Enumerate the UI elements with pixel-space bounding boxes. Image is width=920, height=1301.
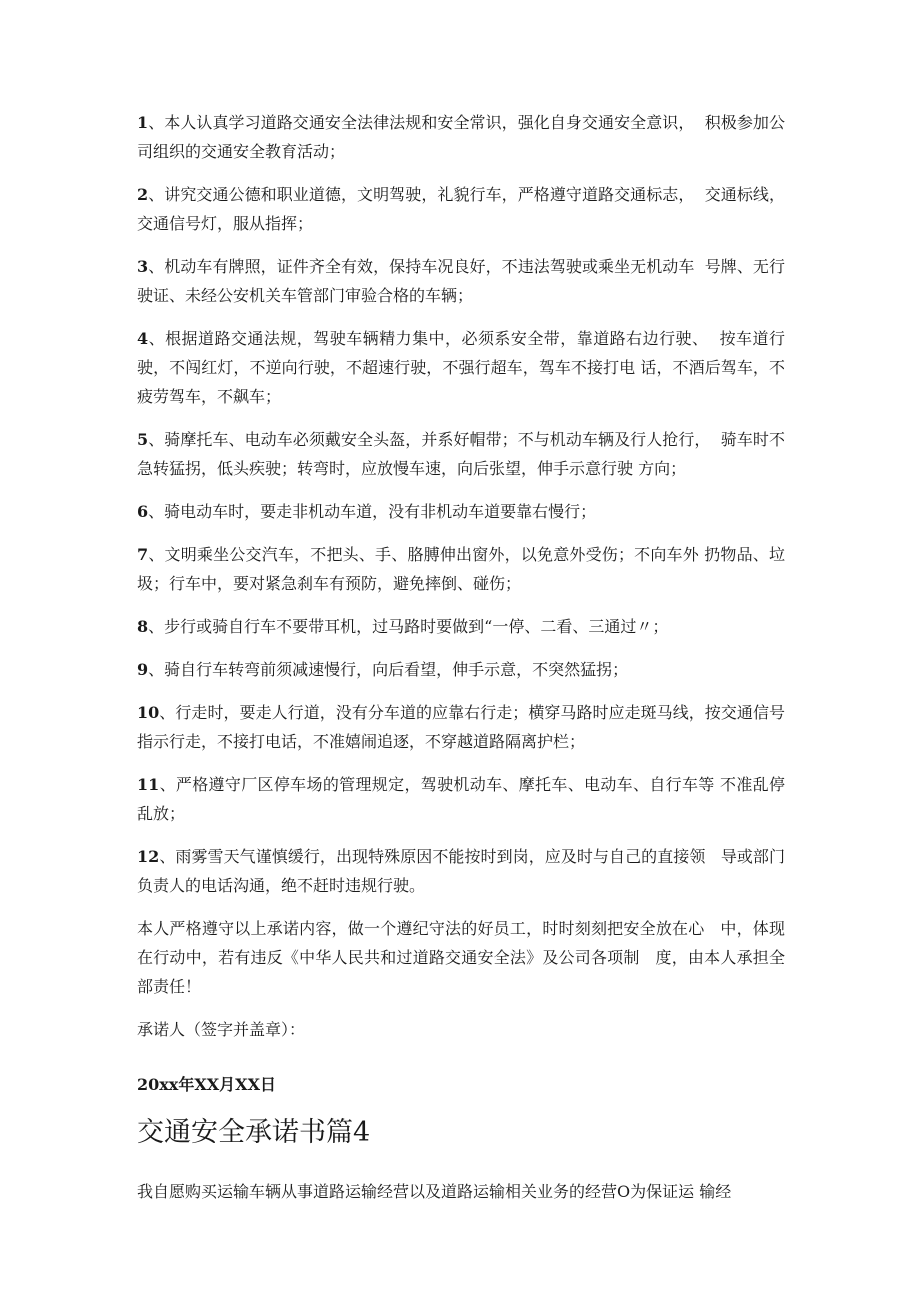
list-item <box>137 655 785 684</box>
item-number: 7 <box>137 545 149 564</box>
list-item <box>137 425 785 483</box>
list-item <box>137 252 785 310</box>
item-text: 、讲究交通公德和职业道德，文明驾驶，礼貌行车，严格遵守道路交通标志， 交通标线，交通信号灯，服从指挥； <box>137 185 785 233</box>
item-number: 2 <box>137 185 149 204</box>
intro-paragraph: 我自愿购买运输车辆从事道路运输经营以及道路运输相关业务的经营O为保证运 输经 <box>137 1182 732 1201</box>
item-number: 5 <box>137 430 149 449</box>
date-line: 20xx年XX月XX日 <box>137 1075 277 1094</box>
list-item <box>137 770 785 828</box>
item-number: 9 <box>137 660 149 679</box>
list-item <box>137 612 785 641</box>
item-text: 、骑摩托车、电动车必须戴安全头盔，并系好帽带；不与机动车辆及行人抢行， 骑车时不急转猛拐，低头疾驶；转弯时，应放慢车速，向后张望，伸手示意行驶 方向； <box>137 430 785 478</box>
item-text: 、机动车有牌照，证件齐全有效，保持车况良好，不违法驾驶或乘坐无机动车 号牌、无行驶证、未经公安机关车管部门审验合格的车辆； <box>137 257 785 305</box>
item-number: 11 <box>137 775 160 794</box>
section-title: 交通安全承诺书篇4 <box>137 1117 371 1148</box>
item-number: 6 <box>137 502 149 521</box>
item-text: 、骑电动车时，要走非机动车道，没有非机动车道要靠右慢行； <box>148 502 597 521</box>
list-item <box>137 497 785 526</box>
item-text: 、雨雾雪天气谨慎缓行，出现特殊原因不能按时到岗，应及时与自己的直接领 导或部门负责人的电话沟通，绝不赶时违规行驶。 <box>137 847 785 895</box>
item-text: 、骑自行车转弯前须减速慢行，向后看望，伸手示意，不突然猛拐； <box>148 660 629 679</box>
list-item <box>137 324 785 411</box>
list-item <box>137 540 785 598</box>
item-number: 1 <box>137 113 149 132</box>
item-number: 10 <box>137 703 160 722</box>
item-text: 、步行或骑自行车不要带耳机，过马路时要做到“一停、二看、三通过〃； <box>148 617 669 636</box>
list-item <box>137 842 785 900</box>
item-text: 、严格遵守厂区停车场的管理规定，驾驶机动车、摩托车、电动车、自行车等 不准乱停乱放； <box>137 775 785 823</box>
list-item <box>137 108 785 166</box>
document-body <box>137 108 785 1206</box>
item-number: 8 <box>137 617 149 636</box>
item-number: 12 <box>137 847 160 866</box>
item-number: 4 <box>137 329 149 348</box>
item-number: 3 <box>137 257 149 276</box>
item-text: 、根据道路交通法规，驾驶车辆精力集中，必须系安全带，靠道路右边行驶、 按车道行驶，不闯红灯，不逆向行驶，不超速行驶，不强行超车，驾车不接打电 话，不酒后驾车，不疲劳驾车，不飙车； <box>137 329 785 406</box>
closing-statement: 本人严格遵守以上承诺内容，做一个遵纪守法的好员工，时时刻刻把安全放在心 中，体现在行动中，若有违反《中华人民共和过道路交通安全法》及公司各项制 度，由本人承担全部责任！ <box>137 919 785 996</box>
item-text: 、行走时，要走人行道，没有分车道的应靠右行走；横穿马路时应走斑马线，按交通信号指示行走，不接打电话，不准嬉闹追逐，不穿越道路隔离护栏； <box>137 703 785 751</box>
item-text: 、本人认真学习道路交通安全法律法规和安全常识，强化自身交通安全意识， 积极参加公司组织的交通安全教育活动； <box>137 113 785 161</box>
signature-line: 承诺人（签字并盖章）： <box>137 1020 306 1039</box>
list-item <box>137 698 785 756</box>
list-item <box>137 180 785 238</box>
item-text: 、文明乘坐公交汽车，不把头、手、胳膊伸出窗外，以免意外受伤；不向车外 扔物品、垃圾；行车中，要对紧急刹车有预防，避免摔倒、碰伤； <box>137 545 785 593</box>
